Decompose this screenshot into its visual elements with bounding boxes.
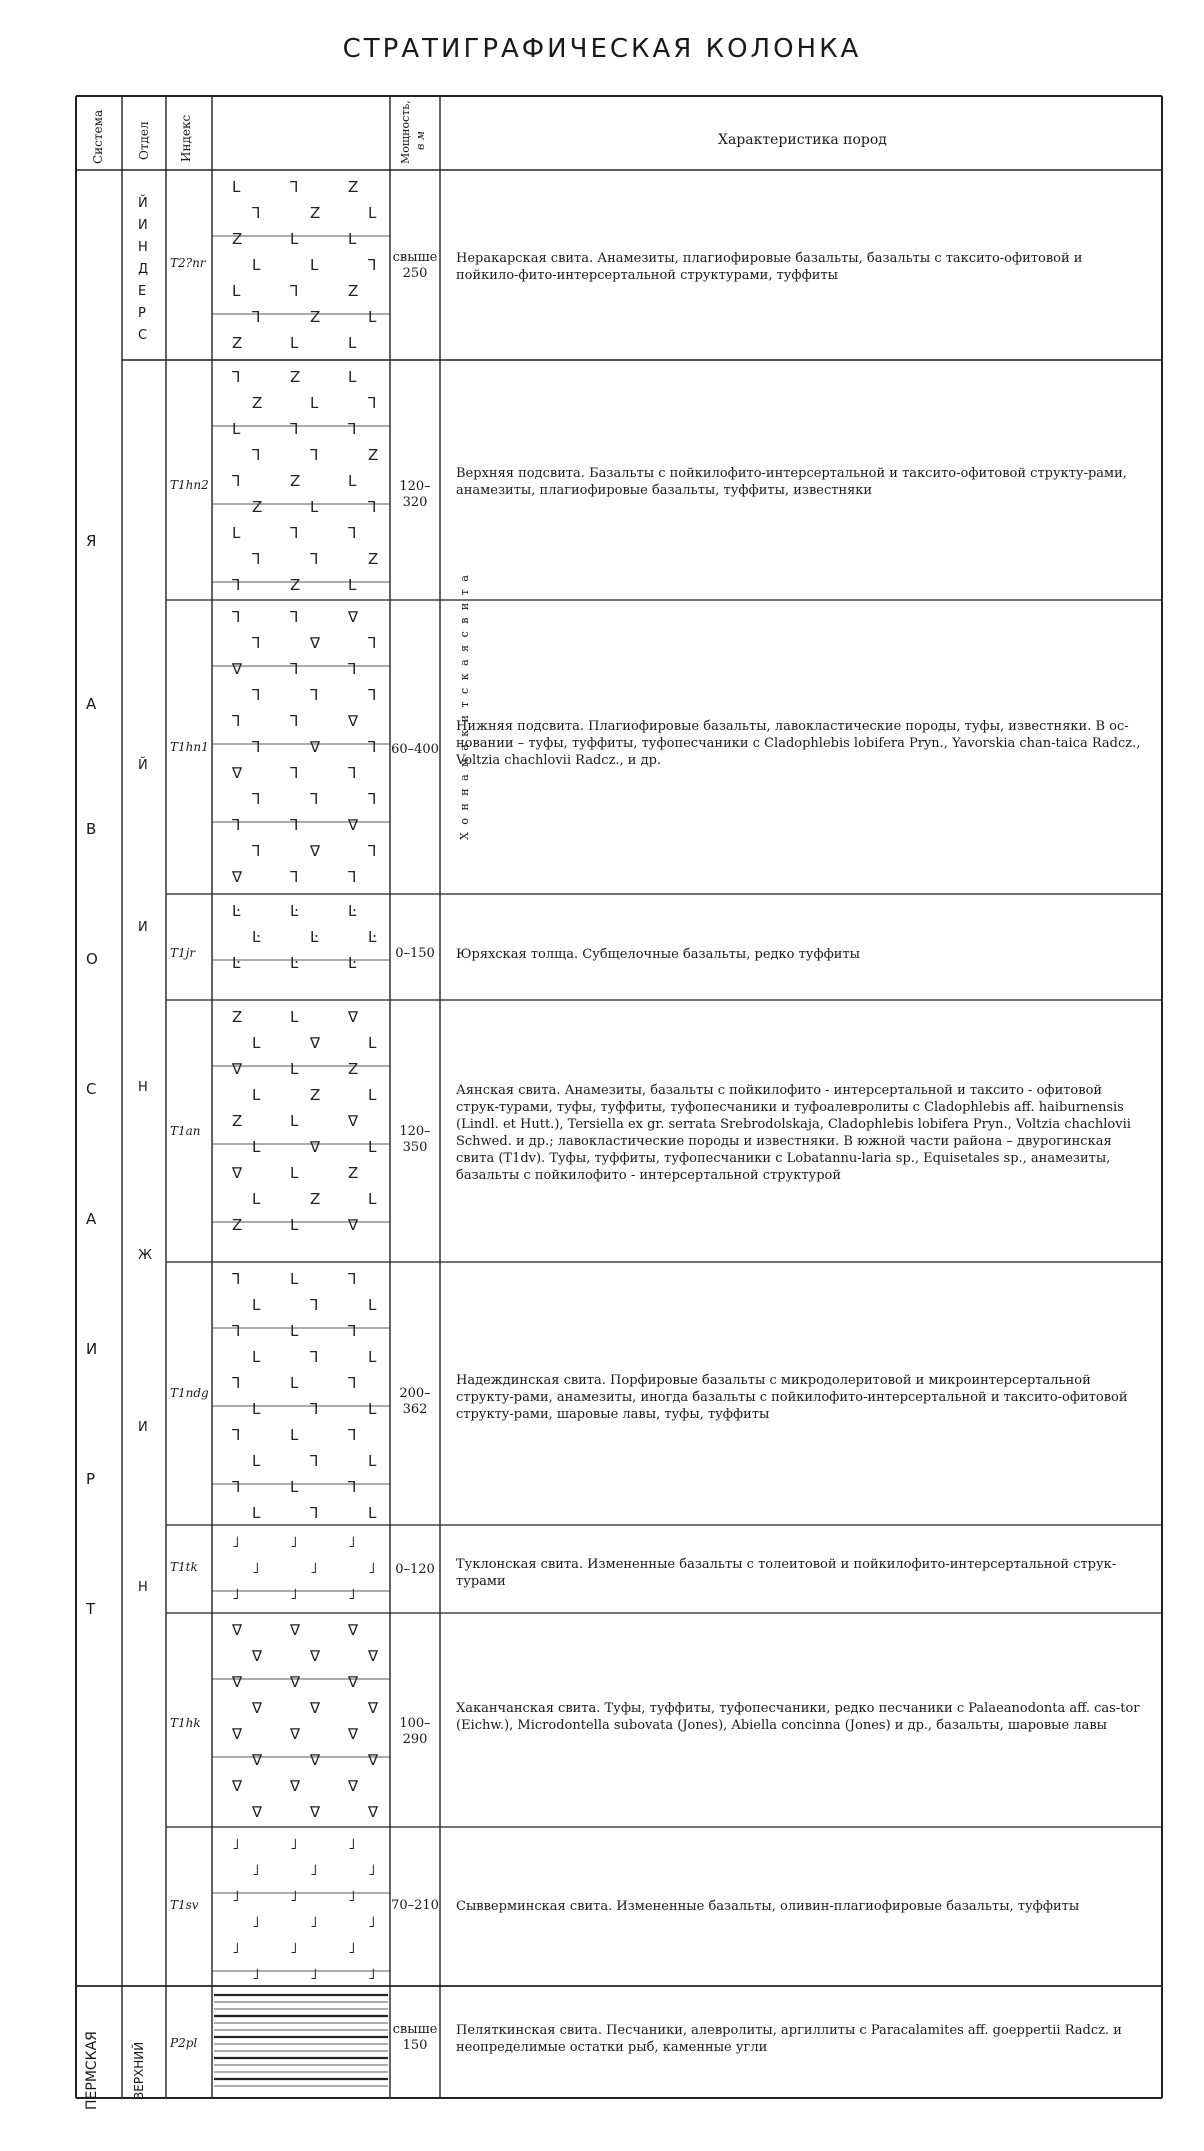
lithology-symbol: ˩ <box>252 1559 260 1577</box>
lithology-symbol: L <box>348 334 357 352</box>
lithology-symbol: Z <box>252 498 263 516</box>
lithology-symbol: L <box>252 1296 261 1314</box>
lithology-symbol: ∇ <box>290 1777 301 1795</box>
lithology-symbol: ∇ <box>232 868 243 886</box>
lithology-symbol: ⅂ <box>368 842 377 860</box>
layer-description: Надеждинская свита. Порфировые базальты с микродолеритовой и микроинтерсертальной структу-рами, анамезиты, иногда базальты с пойкилофито-интерсертальной и таксито-офитовой структу-рами, шаровые лавы, туфы, туффиты <box>456 1373 1128 1422</box>
lithology-symbol: ⅂ <box>232 608 241 626</box>
otdel-letter: Н <box>138 240 148 255</box>
lithology-symbol: ˩ <box>348 1585 356 1603</box>
lithology-symbol: Z <box>348 1164 359 1182</box>
lithology-symbol: ∇ <box>310 1803 321 1821</box>
lithology-symbol: L <box>252 1400 261 1418</box>
lithology-symbol: Ŀ <box>348 954 357 972</box>
lithology-symbol: L <box>252 1190 261 1208</box>
lithology-symbol: ⅂ <box>290 816 299 834</box>
lithology-symbol: ⅂ <box>310 686 319 704</box>
system-letter: В <box>86 820 97 838</box>
lithology-symbol: ⅂ <box>348 1426 357 1444</box>
lithology-symbol: Z <box>348 178 359 196</box>
lithology-symbol: L <box>310 498 319 516</box>
lithology-symbol: L <box>368 1034 377 1052</box>
otdel-letter: Н <box>138 1580 148 1595</box>
lithology-symbol: L <box>252 1034 261 1052</box>
lithology-symbol: ⅂ <box>348 1374 357 1392</box>
lithology-symbol: ˩ <box>348 1939 356 1957</box>
lithology-symbol: ∇ <box>310 1647 321 1665</box>
layer-description: Туклонская свита. Измененные базальты с толеитовой и пойкилофито-интерсертальной струк-турами <box>456 1557 1117 1589</box>
lithology-symbol: L <box>368 1086 377 1104</box>
lithology-symbol: Ŀ <box>290 954 299 972</box>
layer-index: T1jr <box>170 946 196 960</box>
lithology-symbol: L <box>290 334 299 352</box>
lithology-symbol: Ŀ <box>232 954 241 972</box>
otdel-letter: Н <box>138 1080 148 1095</box>
layer-thickness: 60–400 <box>391 742 439 757</box>
lithology-symbol: L <box>232 282 241 300</box>
otdel-letter: Е <box>138 284 147 299</box>
lithology-symbol: L <box>232 178 241 196</box>
lithology-symbol: ⅂ <box>310 550 319 568</box>
otdel-upper: ВЕРХНИЙ <box>132 2041 146 2100</box>
lithology-symbol: Z <box>232 334 243 352</box>
lithology-symbol: L <box>290 1008 299 1026</box>
lithology-symbol: ˩ <box>310 1861 318 1879</box>
layer-description: Юряхская толща. Субщелочные базальты, редко туффиты <box>456 947 861 962</box>
lithology-symbol: Z <box>310 204 321 222</box>
otdel-letter: И <box>138 920 148 935</box>
lithology-symbol: Z <box>290 368 301 386</box>
lithology-symbol: L <box>348 472 357 490</box>
lithology-symbol: ⅂ <box>368 256 377 274</box>
lithology-symbol: ˩ <box>232 1939 240 1957</box>
lithology-symbol: ∇ <box>348 1216 359 1234</box>
otdel-letter: Ж <box>138 1248 153 1263</box>
lithology-symbol: ⅂ <box>368 498 377 516</box>
lithology-symbol: ∇ <box>310 738 321 756</box>
lithology-symbol: ˩ <box>252 1913 260 1931</box>
lithology-symbol: ˩ <box>232 1533 240 1551</box>
lithology-symbol: ⅂ <box>232 712 241 730</box>
lithology-symbol: L <box>290 1322 299 1340</box>
lithology-symbol: ⅂ <box>252 790 261 808</box>
lithology-symbol: ∇ <box>232 1164 243 1182</box>
lithology-symbol: Ŀ <box>252 928 261 946</box>
lithology-symbol: ⅂ <box>348 868 357 886</box>
lithology-symbol: L <box>252 1086 261 1104</box>
lithology-symbol: ∇ <box>348 816 359 834</box>
lithology-symbol: ⅂ <box>232 816 241 834</box>
lithology-symbol: ⅂ <box>290 868 299 886</box>
layer-index: T2?nr <box>170 256 206 270</box>
lithology-symbol: ˩ <box>348 1887 356 1905</box>
lithology-symbol: ∇ <box>348 608 359 626</box>
lithology-symbol: ˩ <box>290 1939 298 1957</box>
lithology-symbol: ⅂ <box>348 660 357 678</box>
lithology-symbol: Z <box>348 282 359 300</box>
lithology-symbol: L <box>368 1296 377 1314</box>
layer-thickness: 200–362 <box>399 1386 431 1417</box>
lithology-symbol: L <box>232 420 241 438</box>
lithology-symbol: ⅂ <box>368 634 377 652</box>
lithology-symbol: Z <box>310 308 321 326</box>
lithology-symbol: ⅂ <box>290 524 299 542</box>
otdel-letter: И <box>138 218 148 233</box>
lithology-symbol: L <box>290 1426 299 1444</box>
layer-thickness: свыше 250 <box>392 250 438 281</box>
lithology-symbol: Z <box>368 446 379 464</box>
lithology-symbol: Z <box>290 472 301 490</box>
layer-description: Неракарская свита. Анамезиты, плагиофировые базальты, базальты с таксито-офитовой и пойкило-фито-интерсертальной структурами, туффиты <box>456 251 1083 283</box>
lithology-symbol: ⅂ <box>310 790 319 808</box>
lithology-symbol: ∇ <box>232 1777 243 1795</box>
lithology-symbol: ⅂ <box>348 524 357 542</box>
lithology-symbol: ∇ <box>368 1699 379 1717</box>
lithology-symbol: L <box>290 1112 299 1130</box>
lithology-symbol: L <box>232 524 241 542</box>
lithology-symbol: ∇ <box>368 1647 379 1665</box>
lithology-symbol: ⅂ <box>348 764 357 782</box>
layer-index: P2pl <box>170 2036 198 2050</box>
lithology-symbol: ∇ <box>232 764 243 782</box>
lithology-symbol: ˩ <box>348 1835 356 1853</box>
lithology-symbol: ∇ <box>252 1803 263 1821</box>
layer-thickness: 120–350 <box>399 1124 431 1155</box>
lithology-symbol: L <box>348 368 357 386</box>
lithology-symbol: L <box>252 1452 261 1470</box>
layer-thickness: 100–290 <box>399 1716 431 1747</box>
lithology-symbol: ˩ <box>348 1533 356 1551</box>
lithology-symbol: ⅂ <box>252 204 261 222</box>
lithology-symbol: ˩ <box>252 1861 260 1879</box>
lithology-symbol: ∇ <box>232 1060 243 1078</box>
otdel-letter: Й <box>138 758 148 773</box>
header-otdel: Отдел <box>137 121 151 160</box>
lithology-symbol: ∇ <box>252 1699 263 1717</box>
lithology-symbol: L <box>368 204 377 222</box>
lithology-symbol: ⅂ <box>232 1478 241 1496</box>
lithology-symbol: ∇ <box>348 1112 359 1130</box>
lithology-symbol: ∇ <box>232 1725 243 1743</box>
lithology-symbol: ⅂ <box>252 446 261 464</box>
lithology-symbol: ∇ <box>252 1647 263 1665</box>
lithology-symbol: ∇ <box>348 1008 359 1026</box>
lithology-symbol: ⅂ <box>348 1270 357 1288</box>
lithology-symbol: ∇ <box>310 634 321 652</box>
system-permian: ПЕРМСКАЯ <box>84 2031 100 2110</box>
lithology-symbol: ⅂ <box>368 686 377 704</box>
lithology-symbol: Z <box>368 550 379 568</box>
system-letter: О <box>86 950 98 968</box>
lithology-symbol: ⅂ <box>310 1296 319 1314</box>
lithology-symbol: L <box>348 230 357 248</box>
lithology-symbol: L <box>368 1138 377 1156</box>
lithology-symbol: Z <box>232 230 243 248</box>
lithology-symbol: ∇ <box>290 1673 301 1691</box>
lithology-symbol: ⅂ <box>368 738 377 756</box>
lithology-symbol: L <box>290 1374 299 1392</box>
lithology-symbol: Z <box>232 1008 243 1026</box>
lithology-symbol: L <box>290 1270 299 1288</box>
lithology-symbol: ⅂ <box>232 368 241 386</box>
lithology-symbol: ⅂ <box>252 634 261 652</box>
lithology-symbol: Ŀ <box>310 928 319 946</box>
lithology-symbol: L <box>252 256 261 274</box>
layer-index: T1tk <box>170 1560 198 1574</box>
lithology-symbol: ˩ <box>368 1913 376 1931</box>
system-letter: Т <box>86 1600 96 1618</box>
lithology-symbol: ⅂ <box>290 764 299 782</box>
lithology-symbol: ˩ <box>232 1585 240 1603</box>
lithology-symbol: ˩ <box>310 1913 318 1931</box>
lithology-symbol: Ŀ <box>232 902 241 920</box>
lithology-symbol: L <box>290 1164 299 1182</box>
lithology-symbol: ˩ <box>368 1559 376 1577</box>
layer-description: Сывверминская свита. Измененные базальты, оливин-плагиофировые базальты, туффиты <box>456 1899 1080 1914</box>
lithology-symbol: L <box>368 1400 377 1418</box>
lithology-symbol: ∇ <box>348 712 359 730</box>
lithology-symbol: L <box>252 1138 261 1156</box>
header-thickness-unit: в м <box>414 130 427 150</box>
lithology-symbol: ˩ <box>290 1887 298 1905</box>
system-letter: Я <box>86 532 97 550</box>
lithology-symbol: ⅂ <box>232 1270 241 1288</box>
system-letter: А <box>86 1210 97 1228</box>
layer-thickness: 120–320 <box>399 479 431 510</box>
layer-index: T1hk <box>170 1716 201 1730</box>
lithology-symbol: ⅂ <box>232 576 241 594</box>
lithology-symbol: ⅂ <box>290 178 299 196</box>
lithology-symbol: ∇ <box>310 1751 321 1769</box>
lithology-symbol: L <box>310 394 319 412</box>
lithology-symbol: Z <box>348 1060 359 1078</box>
lithology-symbol: ∇ <box>232 1673 243 1691</box>
lithology-symbol: ˩ <box>290 1533 298 1551</box>
lithology-symbol: ∇ <box>252 1751 263 1769</box>
lithology-symbol: L <box>290 1478 299 1496</box>
otdel-letter: Р <box>138 306 146 321</box>
lithology-symbol: Z <box>232 1216 243 1234</box>
lithology-symbol: ⅂ <box>290 282 299 300</box>
lithology-symbol: L <box>348 576 357 594</box>
lithology-symbol: ∇ <box>368 1751 379 1769</box>
layer-description: Нижняя подсвита. Плагиофировые базальты, лавокластические породы, туфы, известняки. В ос-новании – туфы, туффиты, туфопесчаники с Cladophlebis lobifera Pryn., Yavorskia chan-taica Radcz., Voltzia chachlovii Radcz., и др. <box>456 719 1141 768</box>
lithology-symbol: ∇ <box>310 1138 321 1156</box>
layer-thickness: 70–210 <box>391 1898 439 1913</box>
header-index: Индекс <box>179 114 193 162</box>
lithology-symbol: ˩ <box>290 1585 298 1603</box>
lithology-symbol: L <box>252 1348 261 1366</box>
lithology-symbol: ⅂ <box>310 1400 319 1418</box>
lithology-symbol: ⅂ <box>290 660 299 678</box>
lithology-symbol: ∇ <box>310 1699 321 1717</box>
lithology-symbol: L <box>252 1504 261 1522</box>
layer-index: T1an <box>170 1124 201 1138</box>
lithology-symbol: ⅂ <box>348 1322 357 1340</box>
lithology-symbol: Ŀ <box>368 928 377 946</box>
lithology-symbol: Z <box>252 394 263 412</box>
lithology-symbol: L <box>368 308 377 326</box>
lithology-symbol: L <box>290 1216 299 1234</box>
lithology-symbol: ⅂ <box>252 738 261 756</box>
layer-description: Пеляткинская свита. Песчаники, алевролиты, аргиллиты с Paracalamites aff. goeppertii Radcz. и неопределимые остатки рыб, каменные угли <box>456 2023 1122 2055</box>
lithology-symbol: ⅂ <box>252 842 261 860</box>
lithology-symbol: ˩ <box>232 1835 240 1853</box>
suite-label: Х о н н а м а к и т с к а я с в и т а <box>458 573 471 840</box>
lithology-symbol: ⅂ <box>310 446 319 464</box>
lithology-symbol: ∇ <box>290 1725 301 1743</box>
layer-index: T1sv <box>170 1898 199 1912</box>
system-letter: Р <box>86 1470 96 1488</box>
layer-index: T1hn2 <box>170 478 209 492</box>
lithology-symbol: ∇ <box>290 1621 301 1639</box>
lithology-symbol: Z <box>232 1112 243 1130</box>
lithology-symbol: ⅂ <box>232 1322 241 1340</box>
layer-thickness: 0–120 <box>395 1562 435 1577</box>
lithology-symbol: ˩ <box>290 1835 298 1853</box>
lithology-symbol: ⅂ <box>310 1504 319 1522</box>
lithology-symbol: ˩ <box>310 1559 318 1577</box>
system-letter: С <box>86 1080 97 1098</box>
layer-index: T1ndg <box>170 1386 209 1400</box>
lithology-symbol: ˩ <box>368 1965 376 1983</box>
lithology-symbol: L <box>368 1504 377 1522</box>
layer-description: Хаканчанская свита. Туфы, туффиты, туфопесчаники, редко песчаники с Palaeanodonta aff. cas-tor (Eichw.), Microdontella subovata (Jones), Abiella concinna (Jones) и др., базальты, шаровые лавы <box>456 1701 1140 1733</box>
lithology-symbol: ∇ <box>310 1034 321 1052</box>
lithology-symbol: Z <box>290 576 301 594</box>
lithology-symbol: ⅂ <box>310 1348 319 1366</box>
lithology-symbol: ⅂ <box>252 308 261 326</box>
header-thickness: Мощность, <box>399 100 412 164</box>
lithology-symbol: ∇ <box>348 1621 359 1639</box>
lithology-symbol: ˩ <box>232 1887 240 1905</box>
lithology-symbol: ˩ <box>310 1965 318 1983</box>
header-system: Система <box>91 109 105 164</box>
lithology-symbol: L <box>310 256 319 274</box>
lithology-symbol: ⅂ <box>232 1426 241 1444</box>
system-letter: А <box>86 695 97 713</box>
lithology-symbol: Ŀ <box>290 902 299 920</box>
page-title: СТРАТИГРАФИЧЕСКАЯ КОЛОНКА <box>342 34 862 64</box>
lithology-symbol: ⅂ <box>310 1452 319 1470</box>
lithology-symbol: ⅂ <box>232 472 241 490</box>
lithology-symbol: ⅂ <box>290 608 299 626</box>
lithology-symbol: ⅂ <box>252 686 261 704</box>
lithology-symbol: ⅂ <box>232 1374 241 1392</box>
lithology-symbol: ∇ <box>348 1777 359 1795</box>
lithology-symbol: ∇ <box>348 1725 359 1743</box>
lithology-symbol: L <box>290 230 299 248</box>
lithology-symbol: ⅂ <box>290 712 299 730</box>
lithology-symbol: Z <box>310 1086 321 1104</box>
layer-description: Верхняя подсвита. Базальты с пойкилофито-интерсертальной и таксито-офитовой структу-рами, анамезиты, плагиофировые базальты, туффиты, известняки <box>456 466 1127 498</box>
lithology-symbol: ⅂ <box>290 420 299 438</box>
header-characteristics: Характеристика пород <box>718 132 887 148</box>
layer-thickness: 0–150 <box>395 946 435 961</box>
otdel-letter: С <box>138 328 148 343</box>
lithology-symbol: Z <box>310 1190 321 1208</box>
lithology-symbol: ˩ <box>368 1861 376 1879</box>
lithology-symbol: ⅂ <box>368 790 377 808</box>
lithology-symbol: ˩ <box>252 1965 260 1983</box>
layer-thickness: свыше 150 <box>392 2022 438 2053</box>
lithology-symbol: ⅂ <box>348 1478 357 1496</box>
lithology-symbol: ⅂ <box>368 394 377 412</box>
lithology-symbol: ∇ <box>310 842 321 860</box>
lithology-symbol: L <box>368 1452 377 1470</box>
lithology-symbol: ∇ <box>232 660 243 678</box>
lithology-symbol: Ŀ <box>348 902 357 920</box>
system-letter: И <box>86 1340 98 1358</box>
otdel-letter: И <box>138 1420 148 1435</box>
otdel-letter: Й <box>138 196 148 211</box>
layer-index: T1hn1 <box>170 740 209 754</box>
lithology-symbol: ∇ <box>368 1803 379 1821</box>
lithology-symbol: L <box>368 1190 377 1208</box>
lithology-symbol: ∇ <box>232 1621 243 1639</box>
lithology-symbol: ∇ <box>348 1673 359 1691</box>
lithology-symbol: L <box>368 1348 377 1366</box>
lithology-symbol: ⅂ <box>252 550 261 568</box>
lithology-symbol: L <box>290 1060 299 1078</box>
otdel-letter: Д <box>138 262 149 277</box>
layer-description: Аянская свита. Анамезиты, базальты с пойкилофито - интерсертальной и таксито - офитовой струк-турами, туфы, туффиты, туфопесчаники и туфоалевролиты с Cladophlebis aff. haiburnensis (Lindl. et Hutt.), Tersiella ex gr. serrata Srebrodolskaja, Cladophlebis lobifera Pryn., Voltzia chachlovii Schwed. и др.; лавокластические породы и известняки. В южной части района – двурогинская свита (T1dv). Туфы, туффиты, туфопесчаники с Lobatannu-laria sp., Equisetales sp., анамезиты, базальты с пойкилофито - интерсертальной структурой <box>456 1083 1131 1183</box>
lithology-symbol: ⅂ <box>348 420 357 438</box>
